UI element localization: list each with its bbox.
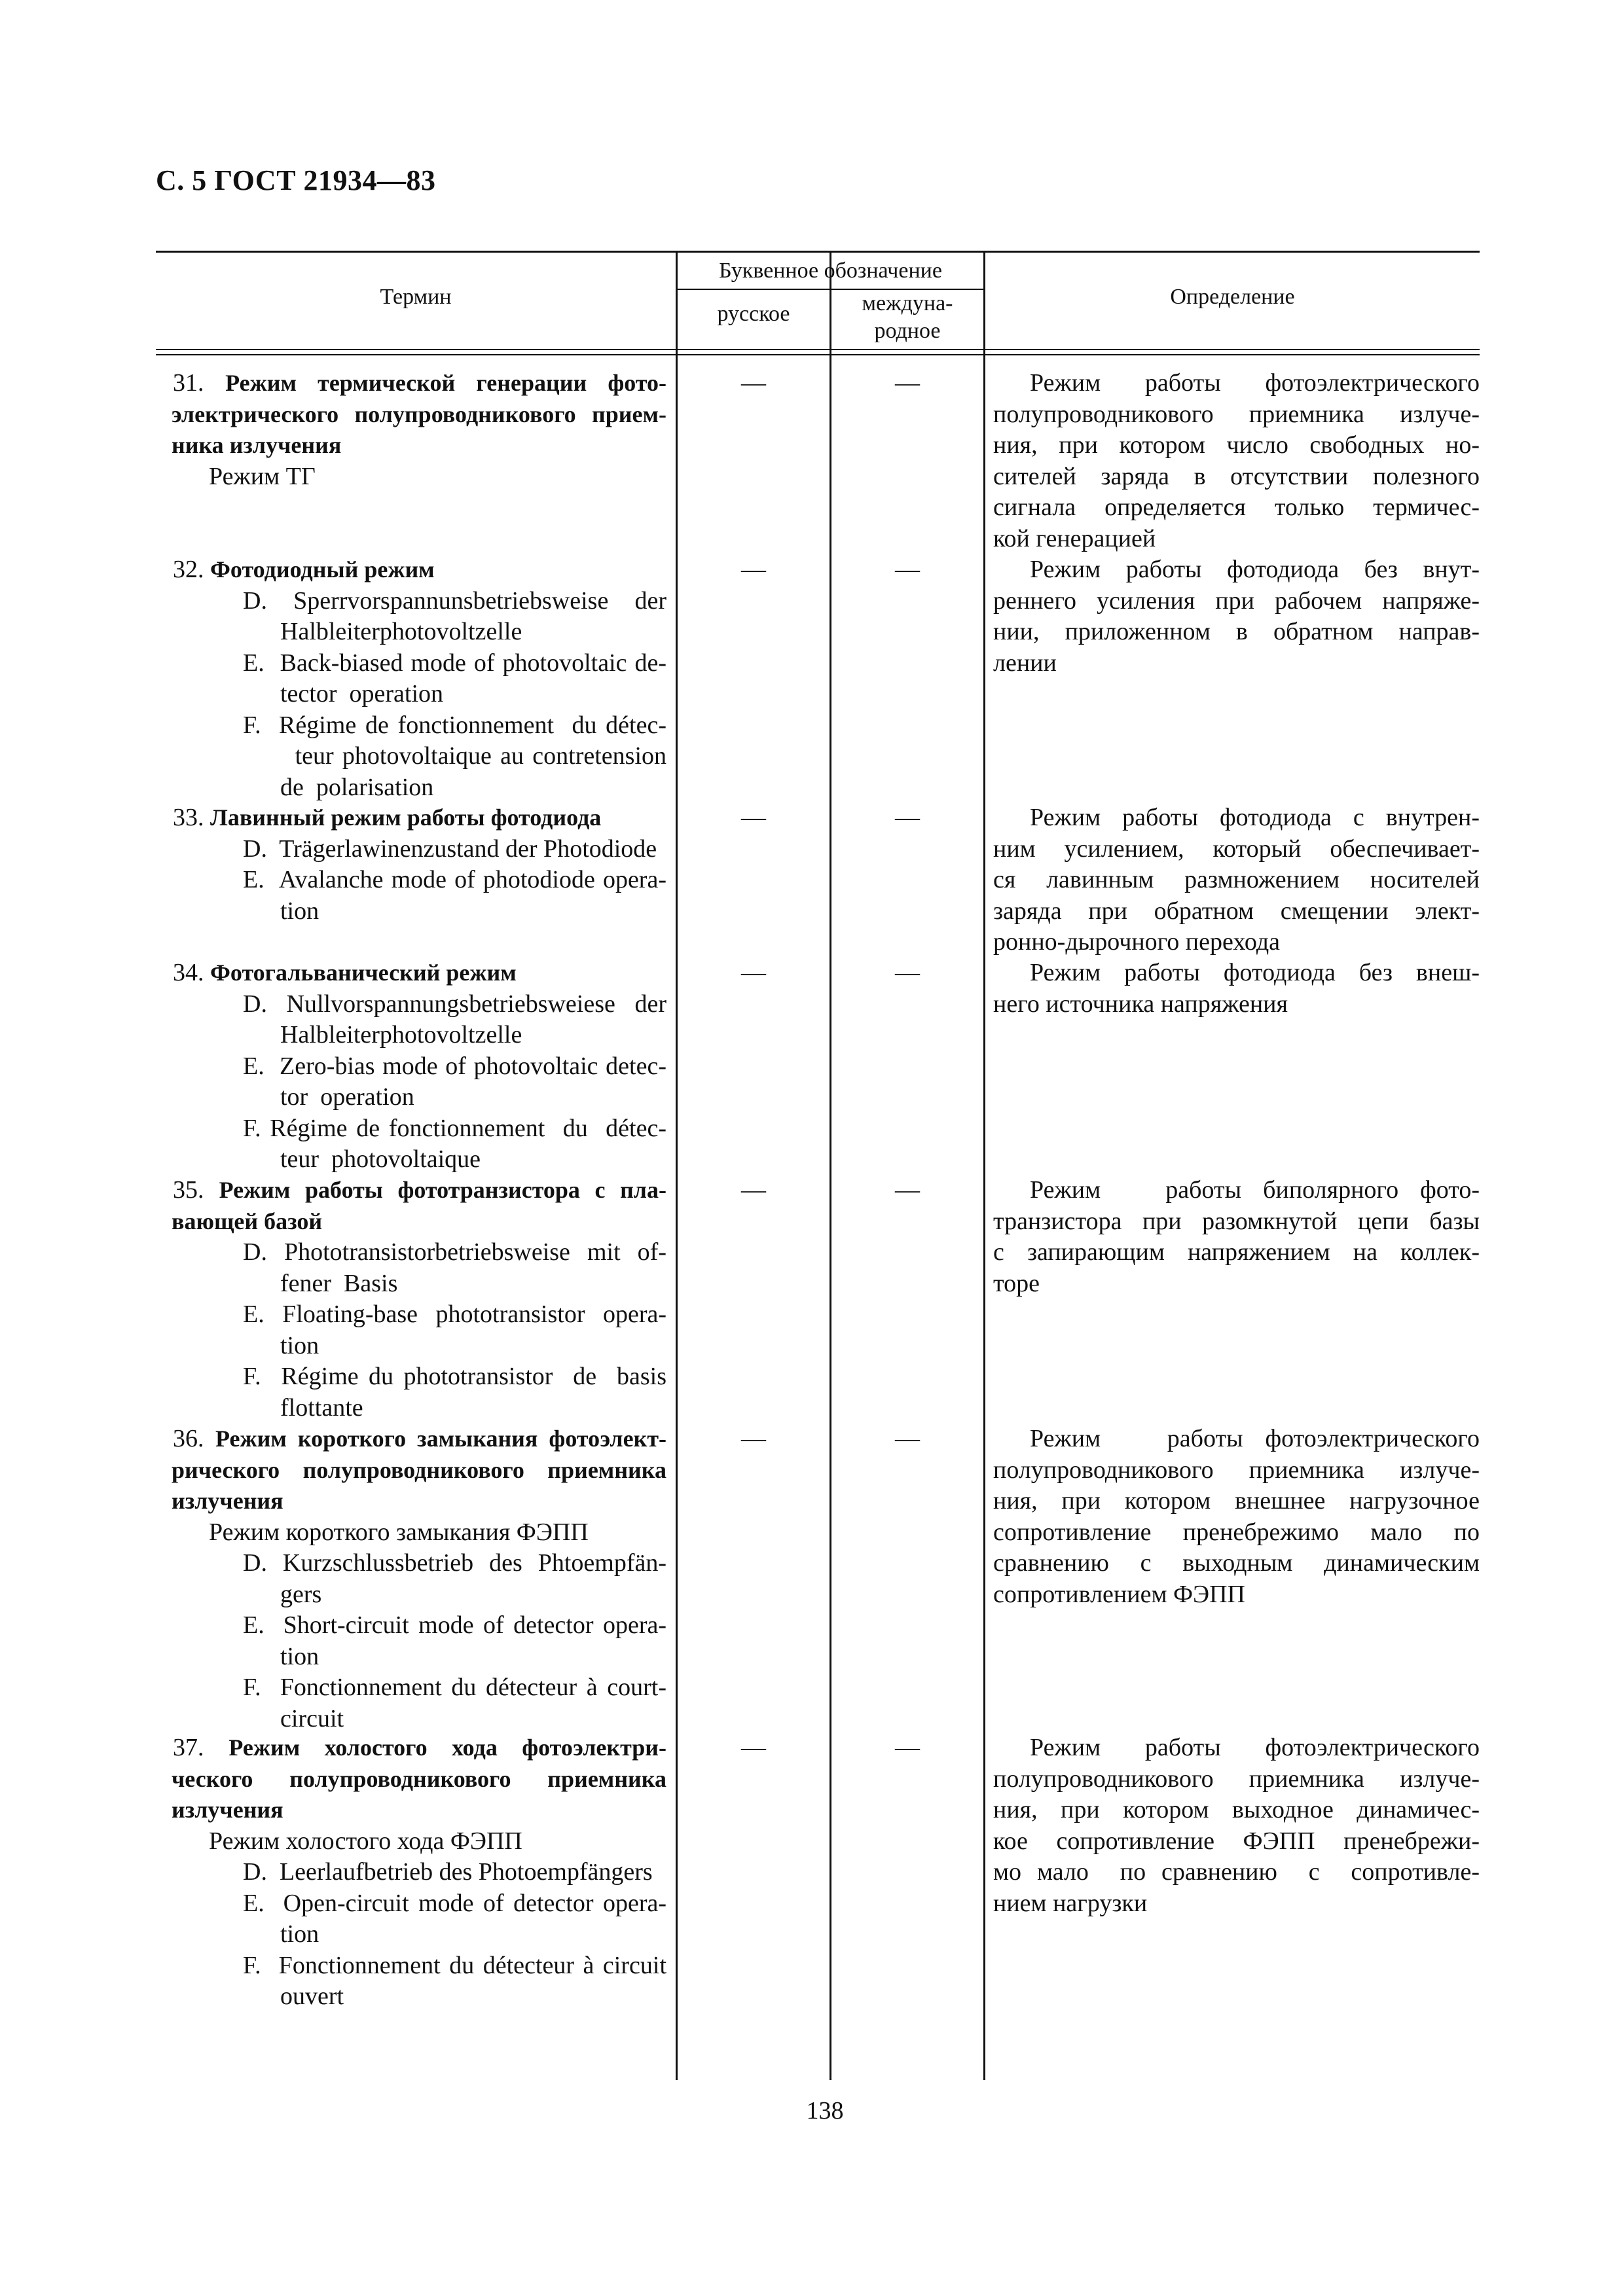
definition-line: полупроводникового приемника излуче- xyxy=(993,1765,1480,1793)
term-text: gers xyxy=(243,1580,322,1608)
term-text: teur photovoltaique xyxy=(243,1145,481,1173)
column-divider xyxy=(983,251,985,2080)
russian-designation: — xyxy=(741,959,766,986)
definition-line: ним усилением, который обеспечивает- xyxy=(993,834,1480,863)
term-line xyxy=(156,1175,666,1206)
term-bold-text: Лавинный режим работы фотодиода xyxy=(210,804,602,831)
term-text: F. Régime de fonctionnement du détec- xyxy=(243,711,666,739)
definition-line: сителей заряда в отсутствии полезного xyxy=(993,462,1480,490)
term-line xyxy=(156,1237,666,1268)
header-international-line-2: родное xyxy=(874,319,941,343)
term-line xyxy=(156,1548,666,1579)
term-line xyxy=(156,1517,666,1549)
term-line xyxy=(156,1641,666,1673)
term-text: fener Basis xyxy=(243,1269,398,1297)
definition-cell xyxy=(993,554,1480,679)
term-line xyxy=(156,1888,666,1920)
term-text: 34. xyxy=(173,959,210,986)
column-divider xyxy=(830,251,831,2080)
term-text: Режим короткого замыкания ФЭПП xyxy=(209,1518,589,1546)
international-designation: — xyxy=(895,804,920,831)
term-line xyxy=(156,958,666,989)
term-text: tion xyxy=(243,897,319,925)
term-line xyxy=(156,1299,666,1331)
term-line xyxy=(156,865,666,896)
term-text: D. Sperrvorspannunsbetriebsweise der xyxy=(243,586,666,615)
definition-line: Режим работы фотодиода без внут- xyxy=(1030,556,1480,583)
term-bold-text: Режим холостого хода фотоэлектри- xyxy=(228,1734,666,1761)
definition-line: с запирающим напряжением на коллек- xyxy=(993,1238,1480,1266)
russian-designation: — xyxy=(741,369,766,397)
russian-designation: — xyxy=(741,556,766,583)
definition-line: полупроводникового приемника излуче- xyxy=(993,1456,1480,1484)
term-line xyxy=(156,1950,666,1982)
term-text: 36. xyxy=(173,1425,216,1452)
term-bold-text: Режим термической генерации фото- xyxy=(225,370,666,396)
term-line xyxy=(156,1857,666,1888)
definition-line: мо мало по сравнению с сопротивле- xyxy=(993,1858,1480,1886)
term-cell xyxy=(156,1424,666,1734)
definition-cell xyxy=(993,1732,1480,1919)
definition-line: ния, при котором выходное динамичес- xyxy=(993,1796,1480,1823)
term-bold-text: электрического полупроводникового прием- xyxy=(172,401,666,427)
page-number: 138 xyxy=(806,2097,844,2125)
definition-line: Режим работы фотоэлектрического xyxy=(1030,1734,1480,1761)
definition-line: сравнению с выходным динамическим xyxy=(993,1549,1480,1577)
term-line xyxy=(156,1919,666,1950)
term-line xyxy=(156,989,666,1020)
definition-line: кое сопротивление ФЭПП пренебрежи- xyxy=(993,1827,1480,1855)
term-text: Режим ТГ xyxy=(209,462,316,490)
term-line xyxy=(156,1704,666,1735)
term-text: F. Fonctionnement du détecteur à circuit xyxy=(243,1951,666,1979)
term-cell xyxy=(156,802,666,927)
definition-line: торе xyxy=(993,1269,1040,1297)
definition-line: сигнала определяется только термичес- xyxy=(993,493,1480,521)
header-term: Термин xyxy=(380,285,452,309)
term-line xyxy=(156,1486,666,1517)
definition-line: ронно-дырочного перехода xyxy=(993,928,1281,956)
header-definition: Определение xyxy=(1170,285,1295,309)
term-line xyxy=(156,1424,666,1455)
term-bold-text: Режим работы фототранзистора с пла- xyxy=(219,1177,666,1203)
term-bold-text: излучения xyxy=(172,1797,283,1823)
term-text: Режим холостого хода ФЭПП xyxy=(209,1827,522,1855)
header-international xyxy=(831,290,983,345)
term-text: E. Open-circuit mode of detector opera- xyxy=(243,1889,666,1917)
definition-line: ния, при котором число свободных но- xyxy=(993,431,1480,459)
term-line xyxy=(156,710,666,742)
definition-line: нии, приложенном в обратном направ- xyxy=(993,618,1480,645)
table-top-rule xyxy=(156,251,1480,253)
russian-designation: — xyxy=(741,1734,766,1761)
term-bold-text: Фотодиодный режим xyxy=(210,556,435,583)
page-title: С. 5 ГОСТ 21934—83 xyxy=(156,164,436,196)
term-line xyxy=(156,772,666,804)
term-line xyxy=(156,1455,666,1486)
international-designation: — xyxy=(895,1176,920,1204)
international-designation: — xyxy=(895,1734,920,1761)
term-text: F. Fonctionnement du détecteur à court- xyxy=(243,1674,666,1701)
term-cell xyxy=(156,368,666,492)
definition-line: Режим работы фотодиода без внеш- xyxy=(1030,959,1480,986)
term-bold-text: рического полупроводникового приемника xyxy=(172,1456,666,1483)
term-line xyxy=(156,1051,666,1083)
definition-line: лении xyxy=(993,649,1057,677)
term-line xyxy=(156,1795,666,1826)
definition-line: кой генерацией xyxy=(993,524,1156,552)
term-text: F. Régime du phototransistor de basis xyxy=(243,1363,666,1390)
term-line xyxy=(156,1144,666,1175)
international-designation: — xyxy=(895,959,920,986)
term-line xyxy=(156,1206,666,1238)
term-line xyxy=(156,1113,666,1145)
definition-line: реннего усиления при рабочем напряже- xyxy=(993,586,1480,615)
header-international-line-1: междуна- xyxy=(862,291,953,315)
definition-line: сопротивление пренебрежимо мало по xyxy=(993,1518,1480,1546)
term-line xyxy=(156,896,666,927)
term-text: 33. xyxy=(173,804,210,831)
term-bold-text: Режим короткого замыкания фотоэлект- xyxy=(215,1426,666,1452)
international-designation: — xyxy=(895,1425,920,1452)
term-bold-text: излучения xyxy=(172,1488,283,1514)
term-line xyxy=(156,679,666,710)
term-text: D. Trägerlawinenzustand der Photodiode xyxy=(243,834,657,863)
term-text: E. Floating-base phototransistor opera- xyxy=(243,1300,666,1328)
international-designation: — xyxy=(895,556,920,583)
term-line xyxy=(156,586,666,617)
term-text: D. Kurzschlussbetrieb des Phtoempfän- xyxy=(243,1549,666,1577)
term-text: flottante xyxy=(243,1393,363,1422)
russian-designation: — xyxy=(741,804,766,831)
definition-line: ся лавинным размножением носителей xyxy=(993,866,1480,893)
term-line xyxy=(156,368,666,399)
term-line xyxy=(156,1981,666,2013)
term-text: Halbleiterphotovoltzelle xyxy=(243,1021,522,1049)
term-line xyxy=(156,741,666,772)
term-line xyxy=(156,1331,666,1362)
definition-cell xyxy=(993,802,1480,958)
term-text: ouvert xyxy=(243,1982,344,2010)
term-text: tion xyxy=(243,1331,319,1359)
term-text: tector operation xyxy=(243,680,444,708)
term-line xyxy=(156,1826,666,1857)
term-line xyxy=(156,648,666,679)
term-text: D. Nullvorspannungsbetriebsweiese der xyxy=(243,990,666,1018)
term-line xyxy=(156,802,666,834)
term-bold-text: Фотогальванический режим xyxy=(210,960,517,986)
term-line xyxy=(156,1020,666,1051)
term-text: Halbleiterphotovoltzelle xyxy=(243,618,522,645)
definition-line: полупроводникового приемника излуче- xyxy=(993,400,1480,428)
definition-line: Режим работы фотодиода с внутрен- xyxy=(1030,804,1480,831)
definition-line: Режим работы биполярного фото- xyxy=(1030,1176,1480,1204)
term-line xyxy=(156,1361,666,1393)
term-text: E. Back-biased mode of photovoltaic de- xyxy=(243,649,666,677)
term-cell xyxy=(156,958,666,1175)
definition-line: сопротивлением ФЭПП xyxy=(993,1580,1245,1608)
term-cell xyxy=(156,1175,666,1424)
term-line xyxy=(156,1268,666,1300)
term-bold-text: вающей базой xyxy=(172,1208,323,1234)
term-text: F. Régime de fonctionnement du détec- xyxy=(243,1114,666,1142)
header-letter-designation: Буквенное обозначение xyxy=(719,259,942,283)
definition-line: транзистора при разомкнутой цепи базы xyxy=(993,1207,1480,1235)
term-text: tion xyxy=(243,1642,319,1670)
term-line xyxy=(156,1610,666,1641)
definition-line: него источника напряжения xyxy=(993,990,1288,1018)
term-text: D. Leerlaufbetrieb des Photoempfängers xyxy=(243,1858,653,1886)
definition-line: нием нагрузки xyxy=(993,1889,1148,1917)
header-russian: русское xyxy=(717,302,790,326)
term-line xyxy=(156,461,666,493)
definition-line: заряда при обратном смещении элект- xyxy=(993,897,1480,925)
term-text: 31. xyxy=(173,369,226,397)
term-line xyxy=(156,1764,666,1795)
term-line xyxy=(156,1672,666,1704)
definition-line: ния, при котором внешнее нагрузочное xyxy=(993,1487,1480,1515)
term-line xyxy=(156,834,666,865)
term-bold-text: ника излучения xyxy=(172,432,342,458)
definition-line: Режим работы фотоэлектрического xyxy=(1030,1425,1480,1452)
table-header-rule xyxy=(156,349,1480,350)
term-line xyxy=(156,1393,666,1424)
international-designation: — xyxy=(895,369,920,397)
term-text: tor operation xyxy=(243,1083,414,1111)
definition-cell xyxy=(993,958,1480,1020)
definition-cell xyxy=(993,1424,1480,1610)
term-bold-text: ческого полупроводникового приемника xyxy=(172,1765,666,1792)
column-divider xyxy=(676,251,678,2080)
term-line xyxy=(156,1732,666,1764)
term-text: de polarisation xyxy=(243,773,434,801)
definition-cell xyxy=(993,1175,1480,1299)
definition-line: Режим работы фотоэлектрического xyxy=(1030,369,1480,397)
term-line xyxy=(156,430,666,461)
term-line xyxy=(156,1082,666,1113)
table-header-rule-double xyxy=(156,354,1480,355)
term-line xyxy=(156,617,666,648)
term-text: E. Zero-bias mode of photovoltaic detec- xyxy=(243,1052,666,1080)
term-text: E. Avalanche mode of photodiode opera- xyxy=(243,866,666,893)
russian-designation: — xyxy=(741,1425,766,1452)
term-text: D. Phototransistorbetriebsweise mit of- xyxy=(243,1238,666,1266)
term-cell xyxy=(156,554,666,803)
term-line xyxy=(156,554,666,586)
term-text: E. Short-circuit mode of detector opera- xyxy=(243,1611,666,1639)
term-text: teur photovoltaique au contretension xyxy=(243,742,666,770)
term-cell xyxy=(156,1732,666,2013)
term-line xyxy=(156,1579,666,1611)
term-text: 32. xyxy=(173,556,210,583)
definition-cell xyxy=(993,368,1480,554)
term-line xyxy=(156,399,666,431)
term-text: tion xyxy=(243,1920,319,1948)
term-text: circuit xyxy=(243,1704,344,1732)
term-text: 35. xyxy=(173,1176,219,1204)
term-text: 37. xyxy=(173,1734,229,1761)
russian-designation: — xyxy=(741,1176,766,1204)
